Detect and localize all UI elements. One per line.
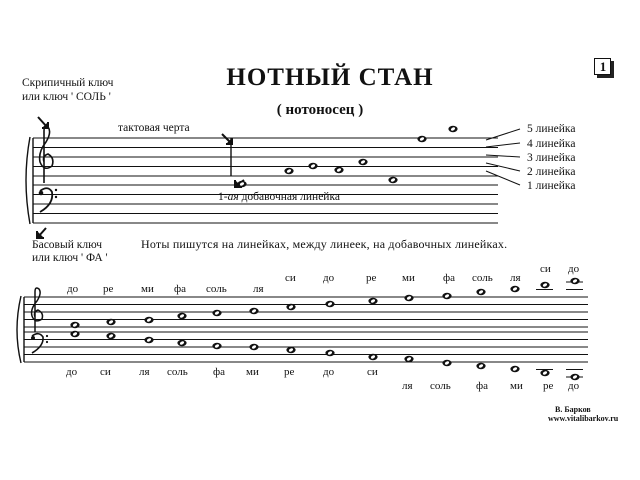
treble-clef-label-1: Скрипичный ключ [22, 77, 114, 89]
treble-syllable: ре [366, 272, 377, 284]
bass-syllable: ля [139, 366, 150, 378]
treble-syllable: до [323, 272, 335, 284]
bass-syllable: ре [284, 366, 295, 378]
treble-syllable: си [540, 263, 551, 275]
page-title: НОТНЫЙ СТАН [226, 64, 434, 91]
ledger-label-ordinal: ая [227, 191, 239, 203]
treble-syllable: си [285, 272, 296, 284]
bass-syllable: си [367, 366, 378, 378]
bass-syllable: фа [476, 380, 489, 392]
treble-syllable: до [568, 263, 580, 275]
top-treble-staff-lines [33, 138, 498, 176]
treble-syllable: соль [206, 283, 227, 295]
bass-syllable: соль [430, 380, 451, 392]
bass-syllable: до [66, 366, 78, 378]
page-number: 1 [599, 59, 607, 74]
treble-syllable: соль [472, 272, 493, 284]
arrow-icon [37, 228, 46, 238]
bass-syllable: ля [402, 380, 413, 392]
page-subtitle: ( нотоносец ) [276, 102, 364, 118]
bass-syllable: ми [510, 380, 523, 392]
rule-text: Ноты пишутся на линейках, между линеек, на добавочных линейках. [141, 237, 508, 251]
treble-syllable: фа [174, 283, 187, 295]
arrow-icon [38, 117, 48, 128]
treble-syllable: до [67, 283, 79, 295]
line-label-5: 5 линейка [527, 123, 576, 135]
top-ledger-lines [234, 138, 462, 185]
line-label-1: 1 линейка [527, 180, 576, 192]
bass-clef-icon [31, 334, 48, 353]
bottom-bass-notes [70, 331, 579, 380]
bottom-treble-notes [70, 278, 579, 328]
treble-syllable: ми [402, 272, 415, 284]
bass-clef-icon [39, 188, 58, 212]
bass-syllable: до [323, 366, 335, 378]
bass-syllable: фа [213, 366, 226, 378]
bottom-system-bracket [17, 296, 21, 363]
treble-clef-icon [32, 288, 43, 332]
bass-clef-label-1: Басовый ключ [32, 239, 103, 251]
bass-syllable: ми [246, 366, 259, 378]
treble-clef-icon [40, 126, 53, 183]
treble-syllable: ре [103, 283, 114, 295]
top-grand-staff [26, 117, 520, 238]
treble-syllable: ля [510, 272, 521, 284]
line-label-3: 3 линейка [527, 152, 576, 164]
treble-clef-label-2: или ключ ' СОЛЬ ' [22, 91, 111, 103]
line-label-2: 2 линейка [527, 166, 576, 178]
bass-syllable: си [100, 366, 111, 378]
treble-syllable: ми [141, 283, 154, 295]
treble-syllable: ля [253, 283, 264, 295]
bottom-grand-staff [17, 282, 588, 377]
ledger-label-text: добавочная линейка [238, 191, 340, 203]
top-system-bracket [26, 137, 30, 224]
barline-label: тактовая черта [118, 122, 190, 134]
treble-syllable: фа [443, 272, 456, 284]
bass-syllable: ре [543, 380, 554, 392]
line-label-4: 4 линейка [527, 138, 576, 150]
ledger-label-num: 1- [218, 191, 228, 203]
site-credit: www.vitalibarkov.ru [548, 414, 619, 423]
author-credit: В. Барков [555, 405, 591, 414]
bass-syllable: до [568, 380, 580, 392]
top-bass-staff-lines [33, 185, 498, 223]
bass-syllable: соль [167, 366, 188, 378]
bass-clef-label-2: или ключ ' ФА ' [32, 252, 108, 264]
bottom-ledger-lines [536, 282, 583, 377]
